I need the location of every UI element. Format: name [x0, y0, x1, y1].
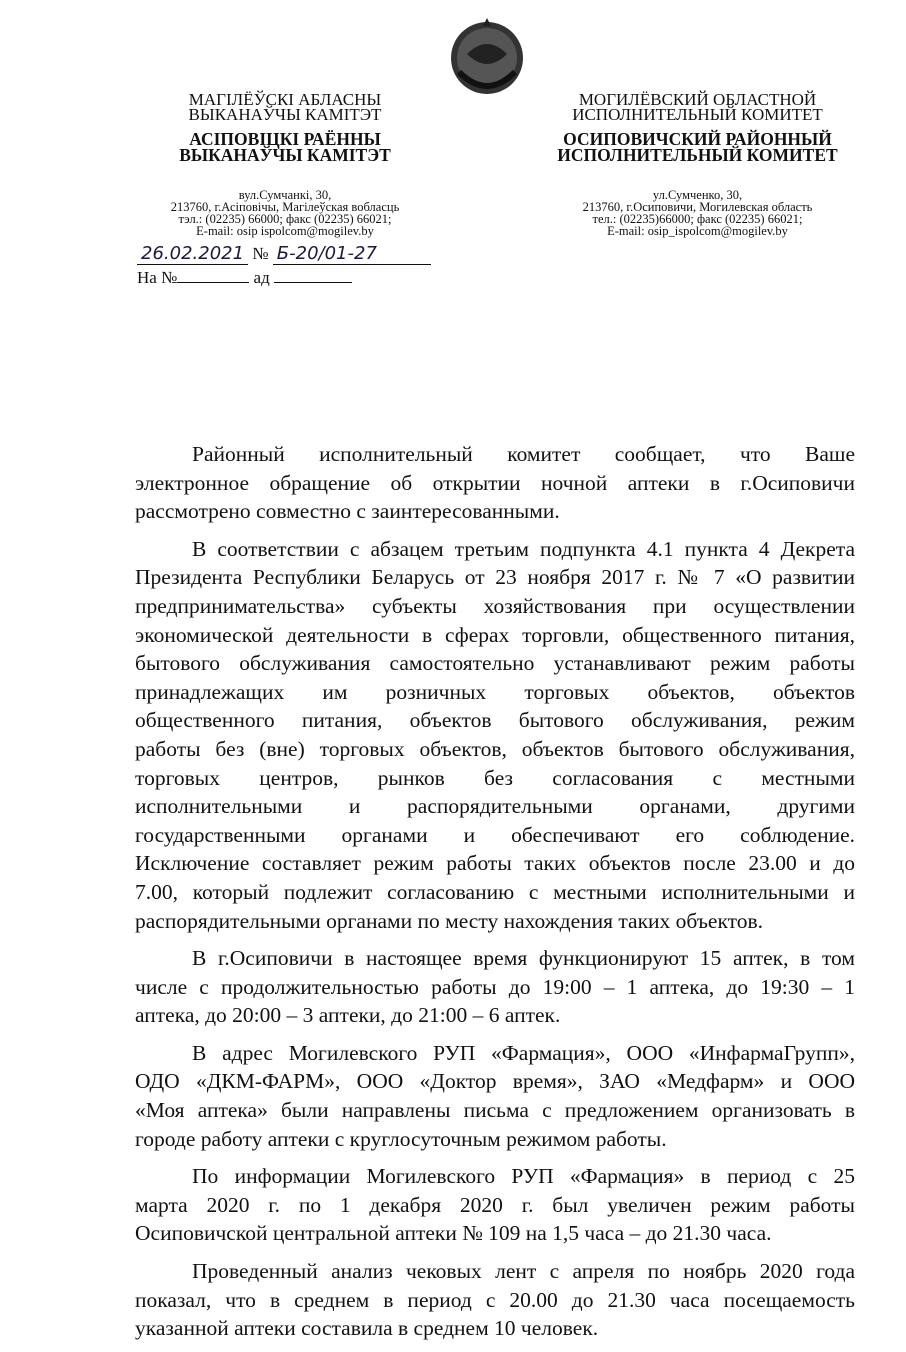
text-line: городе работу аптеки с круглосуточным режимом работы. [135, 1126, 667, 1151]
header-left [120, 92, 450, 237]
text-line: государственными органами и обеспечивают его соблюдение. [135, 822, 855, 847]
text-line: 7.00, который подлежит согласованию с местными исполнительными и [135, 879, 855, 904]
number-handwritten: Б-20/01-27 [273, 243, 431, 265]
paragraph [135, 440, 855, 526]
text-line: электронное обращение об открытии ночной аптеки в г.Осиповичи [135, 470, 855, 495]
registration-line [137, 243, 431, 265]
paragraph [135, 944, 855, 1030]
org-name: ИСПОЛНИТЕЛЬНЫЙ КОМИТЕТ [557, 145, 838, 165]
address-line: ул.Сумченко, 30, [652, 188, 743, 202]
paragraph [135, 1162, 855, 1248]
ad-blank [274, 268, 352, 283]
text-line: исполнительными и распорядительными органами, другими [135, 794, 855, 819]
text-line: Проведенный анализ чековых лент с апреля по ноябрь 2020 года [192, 1259, 855, 1284]
text-line: общественного питания, объектов бытового обслуживания, режим [135, 708, 855, 733]
date-handwritten: 26.02.2021 [137, 243, 248, 265]
ref-blank [177, 268, 249, 283]
text-line: предпринимательства» субъекты хозяйствования при осуществлении [135, 593, 855, 618]
text-line: В соответствии с абзацем третьим подпункта 4.1 пункта 4 Декрета [192, 536, 855, 561]
org-line: МОГИЛЁВСКИЙ ОБЛАСТНОЙ [578, 90, 817, 109]
number-label: № [252, 244, 269, 263]
text-line: По информации Могилевского РУП «Фармация» в период с 25 [192, 1164, 855, 1189]
org-name: ВЫКАНАЎЧЫ КАМІТЭТ [179, 145, 391, 165]
phone-line: тел.: (02235)66000; факс (02235) 66021; [592, 212, 803, 226]
ad-label: ад [253, 268, 270, 287]
text-line: числе с продолжительностью работы до 19:00 – 1 аптека, до 19:30 – 1 [135, 974, 855, 999]
text-line: аптека, до 20:00 – 3 аптеки, до 21:00 – 6 аптек. [135, 1003, 561, 1028]
text-line: принадлежащих им розничных торговых объектов, объектов [135, 679, 855, 704]
header-right [530, 92, 865, 237]
text-line: бытового обслуживания самостоятельно устанавливают режим работы [135, 651, 855, 676]
address-line: 213760, г.Осиповичи, Могилевская область [582, 200, 813, 214]
text-line: экономической деятельности в сферах торговли, общественного питания, [135, 622, 855, 647]
text-line: Районный исполнительный комитет сообщает, что Ваше [192, 442, 855, 466]
paragraph [135, 1039, 855, 1153]
org-name: АСІПОВІЦКІ РАЁННЫ [189, 129, 381, 149]
org-line: ИСПОЛНИТЕЛЬНЫЙ КОМИТЕТ [572, 105, 823, 124]
text-line: «Моя аптека» были направлены письма с предложением организовать в [135, 1098, 855, 1123]
email-line: E-mail: osip_ispolcom@mogilev.by [607, 224, 788, 238]
text-line: В адрес Могилевского РУП «Фармация», ООО «ИнфармаГрупп», [192, 1040, 855, 1065]
text-line: Осиповичской центральной аптеки № 109 на 1,5 часа – до 21.30 часа. [135, 1221, 772, 1246]
text-line: ОДО «ДКМ-ФАРМ», ООО «Доктор время», ЗАО «Медфарм» и ООО [135, 1069, 855, 1094]
address-line: вул.Сумчанкі, 30, [238, 188, 332, 202]
phone-line: тэл.: (02235) 66000; факс (02235) 66021; [178, 212, 392, 226]
text-line: В г.Осиповичи в настоящее время функционируют 15 аптек, в том [192, 946, 855, 971]
letter-body [135, 440, 855, 1352]
text-line: рассмотрено совместно с заинтересованными. [135, 499, 560, 524]
text-line: показал, что в среднем в период с 20.00 до 21.30 часа посещаемость [135, 1287, 855, 1312]
org-name: ОСИПОВИЧСКИЙ РАЙОННЫЙ [563, 129, 832, 149]
text-line: распорядительными органами по месту нахождения таких объектов. [135, 908, 764, 933]
email-line: E-mail: osip ispolcom@mogilev.by [196, 224, 374, 238]
org-line: МАГІЛЁЎСКІ АБЛАСНЫ [188, 90, 382, 109]
ref-label: На № [137, 268, 178, 287]
text-line: Президента Республики Беларусь от 23 ноября 2017 г. № 7 «О развитии [135, 565, 855, 590]
state-emblem-icon [445, 14, 529, 98]
reference-line [137, 268, 352, 288]
text-line: марта 2020 г. по 1 декабря 2020 г. был увеличен режим работы [135, 1192, 855, 1217]
text-line: торговых центров, рынков без согласования с местными [135, 765, 855, 790]
text-line: работы без (вне) торговых объектов, объектов бытового обслуживания, [135, 736, 855, 761]
paragraph [135, 1257, 855, 1343]
paragraph [135, 535, 855, 935]
text-line: Исключение составляет режим работы таких объектов после 23.00 и до [135, 851, 855, 876]
address-line: 213760, г.Асіповічы, Магілеўская вобласць [170, 200, 400, 214]
text-line: указанной аптеки составила в среднем 10 человек. [135, 1316, 599, 1341]
org-line: ВЫКАНАЎЧЫ КАМІТЭТ [188, 105, 382, 124]
